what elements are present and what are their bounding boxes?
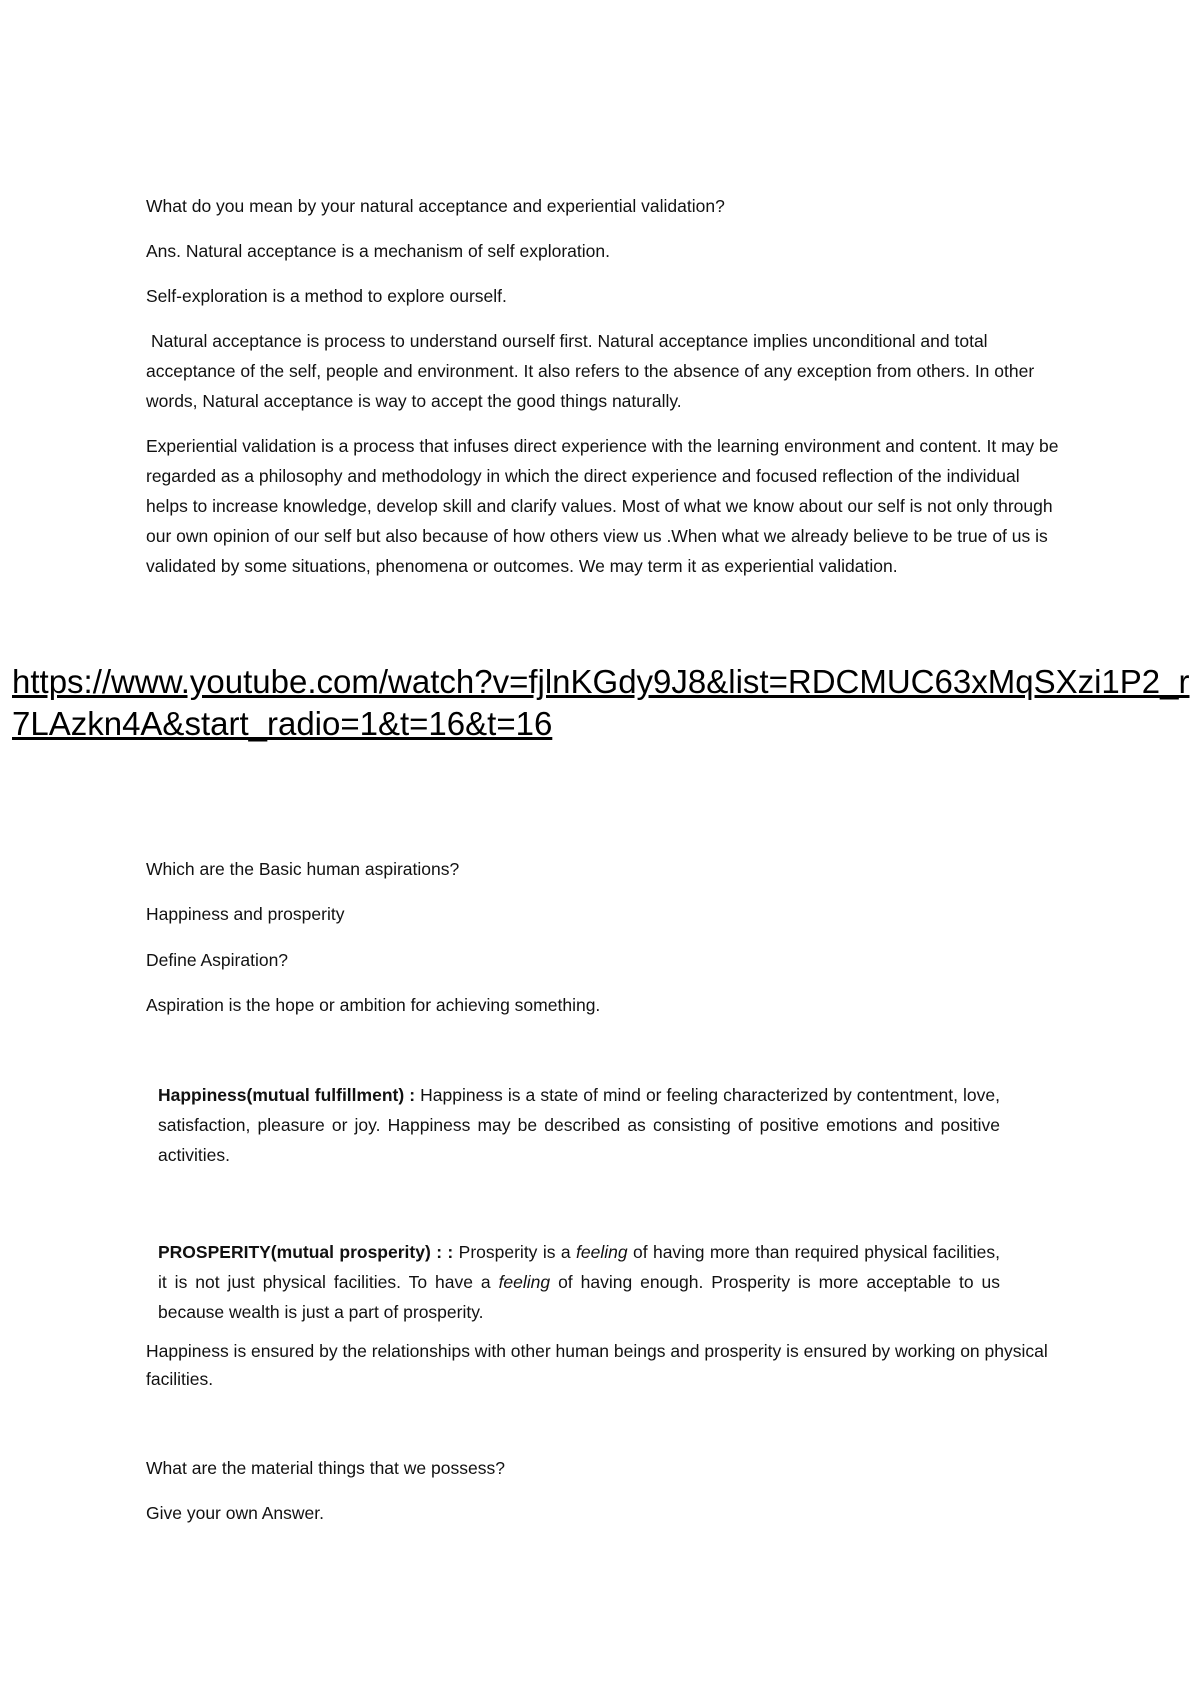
youtube-link[interactable]: https://www.youtube.com/watch?v=fjlnKGdy9J8&list=RDCMUC63xMqSXzi1P2_r7LAzkn4A&start_radio=1&t=16&t=16 xyxy=(12,663,1190,742)
question-material-things: What are the material things that we possess? xyxy=(146,1458,505,1478)
prosperity-separator: : : xyxy=(430,1242,459,1262)
self-exploration-line: Self-exploration is a method to explore ourself. xyxy=(146,286,507,306)
prosperity-paragraph xyxy=(158,1237,1000,1327)
answer-define-aspiration: Aspiration is the hope or ambition for achieving something. xyxy=(146,995,601,1015)
question-define-aspiration: Define Aspiration? xyxy=(146,950,289,970)
natural-acceptance-paragraph: Natural acceptance is process to understand ourself first. Natural acceptance implies unconditional and total acceptance of the self, people and environment. It also refers to the absence of any exception from others. In other words, Natural acceptance is way to accept the good things naturally. xyxy=(146,331,1035,411)
answer-natural-acceptance: Ans. Natural acceptance is a mechanism of self exploration. xyxy=(146,241,610,261)
prosperity-heading: PROSPERITY(mutual prosperity) xyxy=(158,1242,431,1262)
answer-material-things: Give your own Answer. xyxy=(146,1503,324,1523)
prosperity-body-3: of having enough. Prosperity is more acceptable to us because wealth is just a part of prosperity. xyxy=(158,1272,1001,1322)
happiness-heading: Happiness(mutual fulfillment) xyxy=(158,1085,405,1105)
prosperity-feeling-1: feeling xyxy=(576,1242,628,1262)
prosperity-body-2: of having more than required physical facilities, it is not just physical facilities. To have a xyxy=(158,1242,1000,1292)
ensured-paragraph: Happiness is ensured by the relationships with other human beings and prosperity is ensured by working on physical facilities. xyxy=(146,1341,1048,1389)
answer-basic-aspirations: Happiness and prosperity xyxy=(146,904,345,924)
happiness-body: Happiness is a state of mind or feeling characterized by contentment, love, satisfaction, pleasure or joy. Happiness may be described as consisting of positive emotions and positive activities. xyxy=(158,1085,1000,1165)
question-basic-aspirations: Which are the Basic human aspirations? xyxy=(146,859,460,879)
question-natural-acceptance: What do you mean by your natural acceptance and experiential validation? xyxy=(146,196,725,216)
experiential-validation-paragraph: Experiential validation is a process that infuses direct experience with the learning environment and content. It may be regarded as a philosophy and methodology in which the direct experience and focused reflection of the individual helps to increase knowledge, develop skill and clarify values. Most of what we know about our self is not only through our own opinion of our self but also because of how others view us .When what we already believe to be true of us is validated by some situations, phenomena or outcomes. We may term it as experiential validation. xyxy=(146,436,1059,576)
prosperity-body-1: Prosperity is a xyxy=(458,1242,576,1262)
happiness-separator: : xyxy=(404,1085,421,1105)
prosperity-feeling-2: feeling xyxy=(498,1272,551,1292)
happiness-paragraph xyxy=(158,1080,1000,1170)
